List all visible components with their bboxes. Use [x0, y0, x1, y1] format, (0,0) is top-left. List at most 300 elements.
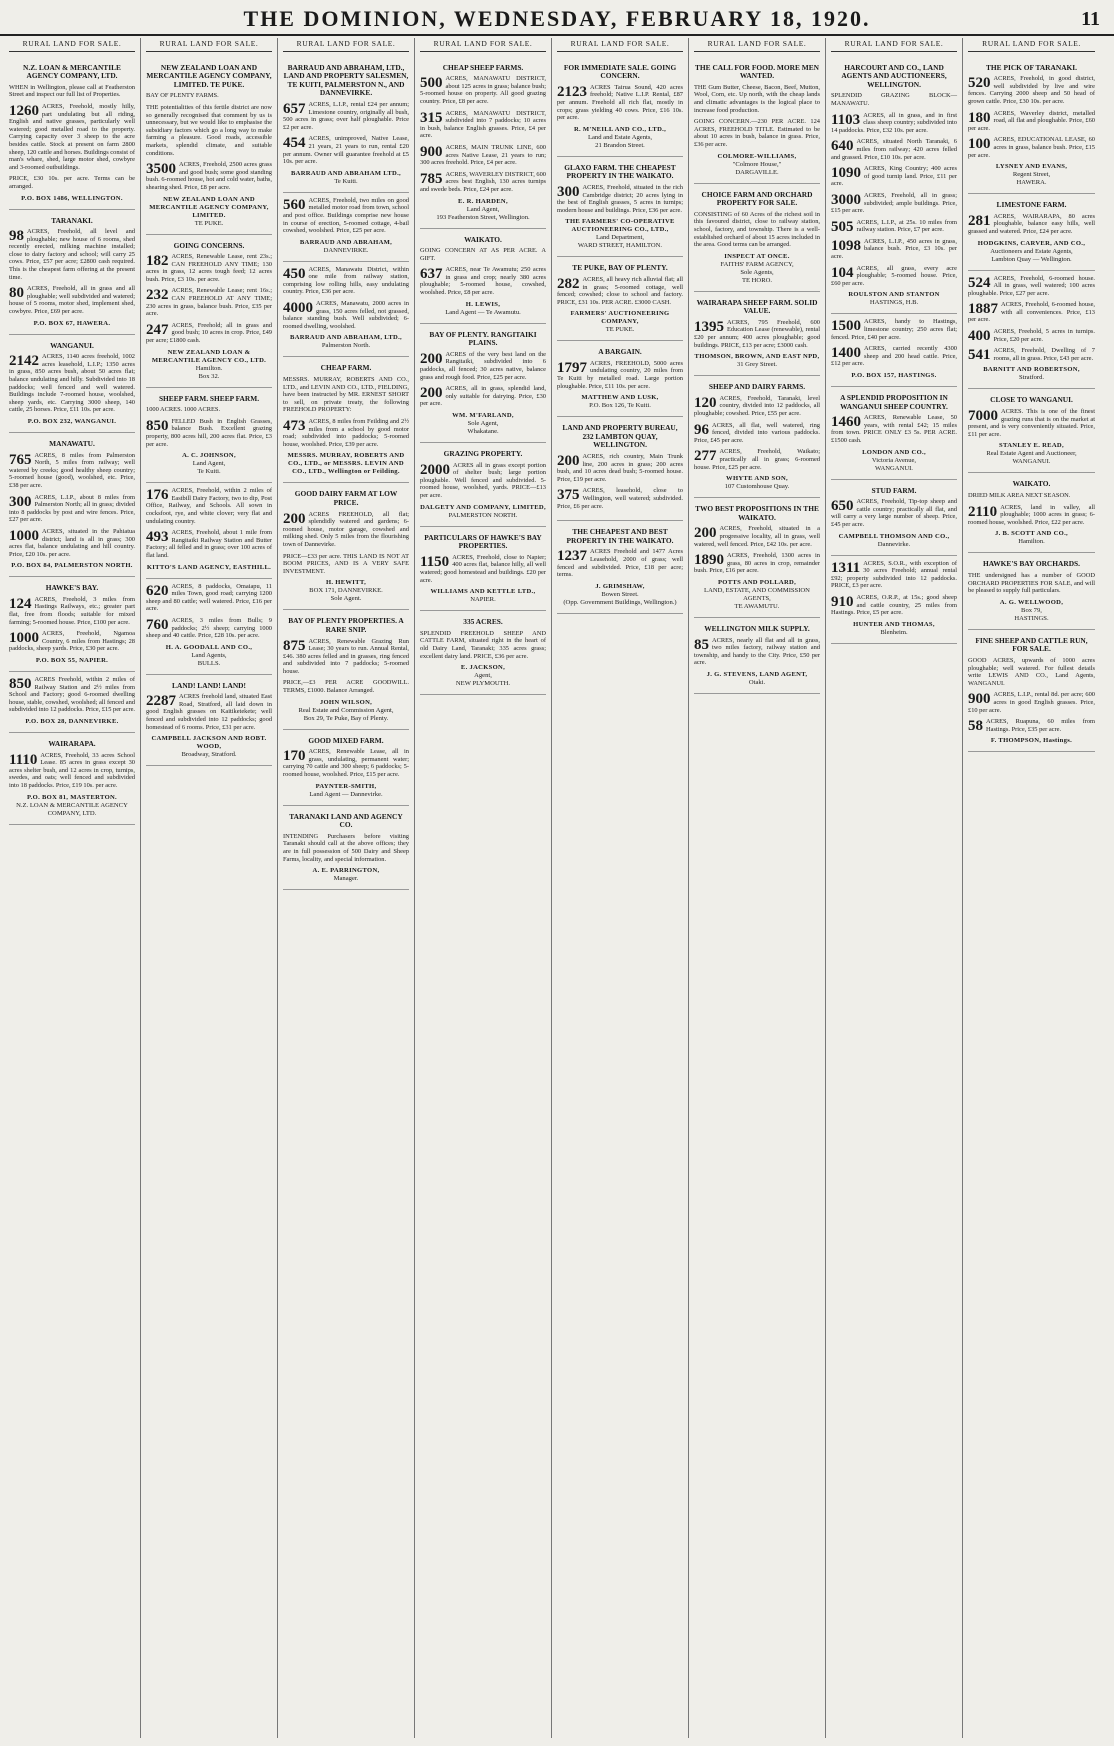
column-5 — [552, 38, 689, 1738]
ad-signature — [831, 449, 957, 473]
acreage-number: 765 — [9, 451, 32, 468]
property-listing — [9, 528, 135, 558]
signature-line: TE HORO. — [741, 276, 773, 284]
advertisement — [557, 257, 683, 341]
property-listing — [831, 560, 957, 590]
acreage-number: 785 — [420, 170, 443, 187]
ad-heading: TARANAKI. — [51, 215, 93, 225]
ad-heading: TARANAKI LAND AND AGENCY CO. — [289, 811, 403, 830]
acreage-number: 182 — [146, 253, 169, 270]
ad-heading: TE PUKE, BAY OF PLENTY. — [572, 263, 668, 273]
listing-text: ACRES, Freehold, 5 acres in turnips. Price, £20 per acre. — [993, 328, 1095, 343]
advertisement — [968, 194, 1095, 270]
acreage-number: 98 — [9, 228, 24, 245]
listing-text: ACRES, Renewable Grazing Run Lease; 30 years to run. Annual Rental, £46. 380 acres felled and in grasses, ring fenced and subdivided into 7 paddocks; 5-roomed house. — [283, 637, 409, 675]
acreage-number: 2142 — [9, 353, 39, 370]
acreage-number: 3000 — [831, 191, 861, 208]
advertisement — [283, 57, 409, 193]
property-listing — [968, 136, 1095, 159]
ad-signature — [283, 579, 409, 603]
acreage-number: 524 — [968, 274, 991, 291]
signature-line: P.O. BOX 232, WANGANUI. — [27, 417, 117, 425]
acreage-number: 760 — [146, 616, 169, 633]
advertisement — [694, 498, 820, 618]
column-header: RURAL LAND FOR SALE. — [557, 38, 683, 52]
advertisement — [968, 553, 1095, 629]
ad-heading: THE CALL FOR FOOD. MORE MEN WANTED. — [694, 62, 819, 81]
signature-line: Manager. — [333, 875, 359, 883]
advertisement — [9, 733, 135, 825]
property-listing — [283, 553, 409, 576]
property-listing — [557, 84, 683, 122]
ad-signature — [146, 452, 272, 476]
acreage-number: 1090 — [831, 165, 861, 182]
signature-line: Hamilton. — [1018, 538, 1045, 546]
advertisement — [557, 341, 683, 417]
listing-text: ACRES, Freehold, mostly hilly, part undulating but all riding, English and native grasses, particularly well watered; good metalled road to the property. Carrying capacity over 3 sheep to the acre besides cattle. Stock at present on farm 2800 sheep, 120 cattle and horses. Buildings consist of man's whare, shed, large motor shed, cowbyre and 3-roomed outbuildings. — [9, 102, 135, 171]
advertisement — [557, 417, 683, 521]
column-header: RURAL LAND FOR SALE. — [146, 38, 272, 52]
acreage-number: 541 — [968, 347, 991, 364]
signature-line: Sole Agents, — [740, 268, 774, 276]
property-listing — [694, 448, 820, 471]
signature-line: Lambton Quay — Wellington. — [991, 255, 1072, 263]
signature-line: Land and Estate Agents, — [587, 133, 653, 141]
listing-text: ACRES, Freehold, in good district, well subdivided by live and wire fences. Carrying 2000 sheep and 50 head of grown cattle. Price, £30 10s. per acre. — [968, 75, 1095, 105]
listing-text: ACRES, all in grass, splendid land, only suitable for dairying. Price, £30 per acre. — [420, 385, 546, 408]
listing-text: ACRES, Freehold, situated in a progressive locality, all in grass, well watered, well fenced. Price, £42 10s. per acre. — [694, 525, 820, 548]
acreage-number: 2123 — [557, 83, 587, 100]
ad-signature — [694, 353, 820, 369]
property-listing — [283, 679, 409, 694]
signature-line: KITTO'S LAND AGENCY, EASTHILL. — [146, 563, 272, 571]
masthead — [0, 0, 1114, 36]
property-listing — [968, 75, 1095, 105]
advertisement — [9, 672, 135, 733]
signature-line: 21 Brandon Street. — [595, 141, 645, 149]
property-listing — [146, 253, 272, 283]
acreage-number: 450 — [283, 265, 306, 282]
signature-line: TE AWAMUTU. — [734, 602, 780, 610]
signature-line: P.O. Box 126, Te Kuiti. — [589, 402, 651, 410]
signature-line: WANGANUI. — [875, 464, 913, 472]
listing-text: ACRES all in grass except portion of shelter bush; large portion ploughable. Well fenced and subdivided. 5-roomed house, woolshed, yards. PRICE—£13 per acre. — [420, 461, 546, 499]
acreage-number: 282 — [557, 275, 580, 292]
advertisement — [146, 235, 272, 388]
property-listing — [420, 462, 546, 500]
listing-text: ACRES, MAIN TRUNK LINE, 600 acres Native Lease, 21 years to run; 300 acres freehold. Price, £4 per acre. — [420, 143, 546, 167]
advertisement — [420, 527, 546, 612]
property-listing — [831, 165, 957, 188]
signature-line: ROULSTON AND STANTON — [848, 291, 940, 299]
ad-signature — [831, 533, 957, 549]
signature-line: P.O. BOX 28, DANNEVIRKE. — [25, 718, 119, 725]
signature-line: E. JACKSON, — [460, 664, 506, 672]
advertisement — [283, 483, 409, 610]
advertisement — [831, 480, 957, 556]
acreage-number: 493 — [146, 529, 169, 546]
acreage-number: 1395 — [694, 318, 724, 335]
property-listing — [9, 228, 135, 281]
listing-text: ACRES, carried recently 4300 sheep and 200 head cattle. Price, £12 per acre. — [831, 345, 957, 368]
listing-text: ACRES, MANAWATU DISTRICT, about 125 acres in grass; balance bush; 5-roomed house on property. All good grazing country. Price, £8 per acre. — [420, 75, 546, 105]
advertisement — [146, 483, 272, 578]
advertisement — [283, 806, 409, 891]
listing-text: ACRES, S.O.R., with exception of 30 acres Freehold; annual rental £92; property subdivided into 12 paddocks. PRICE, £3 per acre. — [831, 559, 957, 590]
signature-line: NEW PLYMOUTH. — [455, 680, 511, 688]
listing-text: FELLED Bush in English Grasses, balance Bush. Excellent grazing property, 800 acres hill, 200 acres flat. Price, £3 per acre. — [146, 417, 272, 448]
acreage-number: 1150 — [420, 553, 450, 570]
property-listing — [9, 676, 135, 714]
acreage-number: 900 — [420, 143, 443, 160]
acreage-number: 875 — [283, 637, 306, 654]
listing-text: ACRES, MANAWATU DISTRICT, subdivided into 7 paddocks; 10 acres in bush, balance English grasses. Price, £4 per acre. — [420, 109, 546, 140]
listing-text: ACRES, Freehold, all in grass and all ploughable; well subdivided and watered; house of 5 rooms, motor shed, implement shed, cowbyre. Price, £69 per acre. — [9, 285, 135, 316]
listing-text: ACRES, Freehold, 3 miles from Hastings Railways, etc.; greater part flat, free from floods; suitable for mixed farming; 5-roomed house. Price, £100 per acre. — [9, 595, 135, 626]
signature-line: BARRAUD AND ABRAHAM, LTD., — [290, 334, 402, 342]
acreage-number: 1311 — [831, 559, 861, 576]
property-listing — [146, 161, 272, 191]
listing-text: ACRES, 8 miles from Palmerston North, 5 miles from railway; well watered by creeks; good healthy sheep country; 5-roomed house (good), woolshed, etc. Price, £38 per acre. — [9, 451, 135, 489]
property-listing — [146, 529, 272, 559]
signature-line: LONDON AND CO., — [862, 448, 926, 456]
advertisement — [968, 57, 1095, 195]
ad-signature — [9, 320, 135, 328]
listing-text: ACRES, Manawatu, 2000 acres in grass, 150 acres felled, not grassed, balance standing bush. Well subdivided; 6-roomed dwelling, woolshed. — [283, 300, 409, 330]
property-listing — [968, 657, 1095, 687]
ad-signature — [283, 334, 409, 350]
acreage-number: 620 — [146, 582, 169, 599]
listing-text: ACRES, all in grass, and in first class sheep country; subdivided into 14 paddocks. Price, £32 10s. per acre. — [831, 111, 957, 134]
signature-line: P.O. BOX 84, PALMERSTON NORTH. — [11, 562, 133, 570]
signature-line: J. B. SCOTT AND CO., — [995, 530, 1068, 538]
listing-text: ACRES, situated North Taranaki, 6 miles from railway; 420 acres felled and grassed. Price, £10 10s. per acre. — [831, 138, 957, 161]
property-listing — [831, 112, 957, 135]
listing-text: PRICE, £30 10s. per acre. Terms can be arranged. — [9, 175, 135, 190]
column-8 — [963, 38, 1100, 1738]
ad-heading: CHEAP FARM. — [320, 363, 372, 373]
signature-line: P.O. BOX 55, NAPIER. — [35, 657, 109, 665]
ad-signature — [968, 530, 1095, 546]
column-3 — [278, 38, 415, 1738]
ad-signature — [146, 644, 272, 668]
advertisement — [420, 324, 546, 443]
acreage-number: 104 — [831, 264, 854, 281]
property-listing — [9, 596, 135, 626]
signature-line: Otaki. — [748, 678, 766, 686]
signature-line: NEW ZEALAND LOAN AND MERCANTILE AGENCY COMPANY, LIMITED. — [149, 195, 269, 219]
signature-line: 107 Customhouse Quay. — [724, 483, 790, 491]
acreage-number: 1887 — [968, 301, 998, 318]
acreage-number: 1103 — [831, 111, 861, 128]
acreage-number: 850 — [9, 676, 32, 693]
acreage-number: 1237 — [557, 548, 587, 565]
property-listing — [283, 197, 409, 235]
ad-heading: LIMESTONE FARM. — [996, 200, 1067, 210]
acreage-number: 1000 — [9, 527, 39, 544]
listing-text: THE potentialities of this fertile district are now so generally recognised that comment by us is unnecessary, but we would like to emphasise the subsidiary factors which go a long way to make farming a pleasure. Good roads, accessible markets, splendid climate, and suitable conditions. — [146, 103, 272, 157]
acreage-number: 315 — [420, 109, 443, 126]
signature-line: Dannevirke. — [877, 540, 911, 548]
page-number: 11 — [1081, 8, 1100, 30]
property-listing — [283, 266, 409, 296]
acreage-number: 300 — [9, 493, 32, 510]
advertisement — [557, 57, 683, 157]
listing-text: ACRES, Freehold, close to Napier; 400 acres flat, balance hilly, all well watered; good homestead and buildings. £20 per acre. — [420, 553, 546, 584]
acreage-number: 58 — [968, 718, 983, 735]
signature-line: F. THOMPSON, Hastings. — [990, 737, 1073, 745]
ad-intro: SPLENDID FREEHOLD SHEEP AND CATTLE FARM, situated right in the heart of old Dairy Land, Taranaki; 335 acres grass; excellent dairy land. PRICE, £36 per acre. — [420, 629, 546, 660]
listing-text: ACRES, Waverley district, metalled road, all flat and ploughable. Price, £60 per acre. — [968, 109, 1095, 132]
signature-line: Te Kuiti. — [197, 468, 221, 476]
listing-text: ACRES, all grass, every acre ploughable; 5-roomed house. Price, £60 per acre. — [831, 264, 957, 287]
ad-intro: CONSISTING of 60 Acres of the richest soil in this favoured district, close to railway station, school, factory, and township. There is a well-established orchard of about 15 acres included in the area. Good terms can be arranged. — [694, 210, 820, 249]
property-listing — [9, 494, 135, 524]
property-listing — [9, 353, 135, 414]
ad-signature — [9, 657, 135, 665]
acreage-number: 247 — [146, 321, 169, 338]
signature-line: Box 29, Te Puke, Bay of Plenty. — [303, 714, 389, 722]
newspaper-title: THE DOMINION, WEDNESDAY, FEBRUARY 18, 1920. — [243, 6, 871, 31]
acreage-number: 277 — [694, 448, 717, 465]
acreage-number: 657 — [283, 100, 306, 117]
ad-heading: WELLINGTON MILK SUPPLY. — [704, 623, 810, 633]
signature-line: Box 32. — [198, 372, 220, 380]
property-listing — [831, 192, 957, 215]
signature-line: A. G. WELLWOOD, — [999, 598, 1064, 606]
property-listing — [968, 301, 1095, 324]
signature-line: Land Department, — [596, 234, 644, 242]
ad-intro: MESSRS. MURRAY, ROBERTS AND CO., LTD., and LEVIN AND CO., LTD., FIELDING, have been instructed by MR. ERNEST SHORT to sell, on private treaty, the following FREEHOLD PROPERTY: — [283, 376, 409, 414]
ad-heading: PARTICULARS OF HAWKE'S BAY PROPERTIES. — [424, 532, 542, 551]
acreage-number: 1110 — [9, 751, 38, 768]
property-listing — [557, 276, 683, 306]
listing-text: ACRES, L.I.P., about 8 miles from Palmerston North; all in grass; divided into 8 paddocks by post and wire fences. Price, £27 per acre. — [9, 493, 135, 524]
acreage-number: 300 — [557, 183, 580, 200]
ad-heading: N.Z. LOAN & MERCANTILE AGENCY COMPANY, LTD. — [23, 62, 121, 81]
listing-text: ACRES FREEHOLD, all flat; splendidly watered and gardens; 6-roomed house, motor garage, cowshed and milking shed. Only 5 miles from the flourishing town of Dannevirke. — [283, 510, 409, 548]
signature-line: WM. M'FARLAND, — [452, 412, 514, 419]
acreage-number: 7000 — [968, 408, 998, 425]
property-listing — [968, 691, 1095, 714]
property-listing — [9, 175, 135, 190]
property-listing — [831, 594, 957, 617]
signature-line: 31 Grey Street. — [736, 361, 778, 369]
column-4 — [415, 38, 552, 1738]
ad-heading: WAIRARAPA SHEEP FARM. SOLID VALUE. — [696, 297, 818, 316]
acreage-number: 281 — [968, 212, 991, 229]
ad-heading: BARRAUD AND ABRAHAM, LTD., LAND AND PROPERTY SALESMEN, TE KUITI, PALMERSTON N., AND DANNEVIRKE. — [283, 62, 409, 98]
listing-text: ACRES, Renewable Lease; rent 16s.; CAN FREEHOLD AT ANY TIME; 230 acres in grass, balance bush. Price, £35 per acre. — [146, 287, 272, 318]
acreage-number: 1460 — [831, 414, 861, 431]
advertisement — [283, 193, 409, 262]
ad-intro: GOING CONCERN AT AS PER ACRE. A GIFT. — [420, 247, 546, 262]
column-2 — [141, 38, 278, 1738]
signature-line: Stratford. — [1018, 374, 1045, 382]
property-listing — [146, 418, 272, 448]
advertisement — [968, 473, 1095, 553]
ad-heading: GOOD MIXED FARM. — [308, 735, 384, 745]
property-listing — [146, 487, 272, 525]
property-listing — [146, 287, 272, 317]
acreage-number: 375 — [557, 487, 580, 504]
ad-signature — [694, 153, 820, 177]
property-listing — [9, 285, 135, 315]
property-listing — [420, 110, 546, 140]
ad-heading: THE CHEAPEST AND BEST PROPERTY IN THE WAIKATO. — [566, 527, 674, 545]
property-listing — [283, 511, 409, 549]
column-header: RURAL LAND FOR SALE. — [283, 38, 409, 52]
listing-text: ACRES, Freehold, 6-roomed house. All in grass, well watered; 100 acres ploughable. Price, £27 per acre. — [968, 274, 1095, 297]
ad-heading: NEW ZEALAND LOAN AND MERCANTILE AGENCY COMPANY, LIMITED. TE PUKE. — [146, 62, 272, 89]
property-listing — [694, 118, 820, 148]
ad-heading: THE PICK OF TARANAKI. — [985, 62, 1078, 72]
acreage-number: 500 — [420, 75, 443, 92]
signature-line: POTTS AND POLLARD, — [717, 578, 797, 586]
acreage-number: 200 — [694, 525, 717, 542]
signature-line: Hamilton. — [195, 364, 223, 372]
listing-text: ACRES, Freehold, Ngamoa Country, 6 miles from Hastings; 28 paddocks, sheep yards. Price, £30 per acre. — [9, 630, 135, 653]
listing-text: ACRES, unimproved, Native Lease, 21 years, 21 years to run, rental £20 per annum. Owner will guarantee freehold at £5 10s. per acre. — [283, 135, 409, 166]
ad-intro: WHEN in Wellington, please call at Featherston Street and inspect our full list of Properties. — [9, 83, 135, 99]
listing-text: ACRES, L.I.P., rental 8d. per acre; 600 acres in good English grasses. Price, £10 per acre. — [968, 691, 1095, 714]
ad-signature — [557, 218, 683, 250]
property-listing — [968, 718, 1095, 733]
ad-heading: WAIRARAPA. — [48, 739, 96, 748]
listing-text: ACRES, nearly all flat and all in grass, two miles factory, railway station and township, and handy to the City. Price, £50 per acre. — [694, 636, 820, 667]
listing-text: ACRES, Freehold, Dwelling of 7 rooms, all in grass. Price, £43 per acre. — [993, 347, 1095, 362]
acreage-number: 650 — [831, 498, 854, 515]
listing-text: ACRES, WAVERLEY DISTRICT, 600 acres best English, 130 acres turnips and swede beds. Price, £24 per acre. — [420, 170, 546, 193]
listing-text: ACRES, Freehold, Waikato; practically all in grass; 6-roomed house. Price, £25 per acre. — [694, 448, 820, 471]
signature-line: Whakatane. — [467, 428, 499, 435]
ad-heading: TWO BEST PROPOSITIONS IN THE WAIKATO. — [695, 504, 819, 522]
signature-line: BARRAUD AND ABRAHAM, — [299, 238, 393, 246]
signature-line: A. C. JOHNSON, — [182, 452, 236, 460]
property-listing — [831, 498, 957, 528]
signature-line: Agent, — [474, 672, 492, 680]
property-listing — [420, 554, 546, 584]
listing-text: ACRES, land in valley, all ploughable; 1000 acres in grass; 6-roomed house, woolshed. Price, £22 per acre. — [968, 503, 1095, 526]
listing-text: ACRES, all heavy rich alluvial flat; all in grass; 5-roomed cottage, well fenced; cowshed; close to school and factory. PRICE, £31 10s. PER ACRE. £3000 CASH. — [557, 275, 683, 306]
ad-heading: FOR IMMEDIATE SALE. GOING CONCERN. — [563, 62, 677, 81]
ad-signature — [831, 621, 957, 637]
ad-signature — [9, 718, 135, 726]
ad-heading: LAND AND PROPERTY BUREAU, 232 LAMBTON QUAY, WELLINGTON. — [562, 423, 678, 450]
acreage-number: 176 — [146, 487, 169, 504]
signature-line: HASTINGS. — [1014, 614, 1049, 622]
property-listing — [694, 637, 820, 667]
acreage-number: 200 — [420, 385, 443, 402]
acreage-number: 520 — [968, 75, 991, 92]
property-listing — [420, 385, 546, 408]
acreage-number: 900 — [968, 691, 991, 708]
acreage-number: 2287 — [146, 693, 176, 710]
column-7 — [826, 38, 963, 1738]
advertisement — [694, 292, 820, 377]
acreage-number: 3500 — [146, 161, 176, 178]
ad-heading: SHEEP FARM. SHEEP FARM. — [158, 393, 260, 403]
signature-line: BARRAUD AND ABRAHAM LTD., — [290, 169, 402, 177]
signature-line: PAYNTER-SMITH, — [315, 782, 377, 790]
signature-line: BOX 171, DANNEVIRKE. — [309, 587, 383, 595]
ad-signature — [968, 442, 1095, 466]
ad-heading: WAIKATO. — [464, 234, 502, 244]
acreage-number: 1400 — [831, 345, 861, 362]
listing-text: ACRES, L.I.P., rental £24 per annum; Limestone country, originally all bush, 500 acres in grass; over half ploughable. Price £2 per acre. — [283, 100, 409, 131]
listing-text: ACRES, Freehold, within 2 miles of Eastbill Dairy Factory, two to dip, Post Office, Railway, and Schools. All sown in cocksfoot, rye, and white clover; very flat and undulating country. — [146, 487, 272, 525]
property-listing — [283, 135, 409, 165]
ad-signature — [420, 664, 546, 688]
listing-text: ACRES, Freehold, 1300 acres in grass, 80 acres in crop, remainder bush. Price, £16 per acre. — [694, 552, 820, 575]
advertisement — [831, 57, 957, 315]
listing-text: PRICE—£33 per acre. THIS LAND IS NOT AT BOOM PRICES, AND IS A VERY SAFE INVESTMENT. — [283, 552, 409, 575]
signature-line: P.O. BOX 67, HAWERA. — [33, 319, 111, 327]
signature-line: J. G. STEVENS, LAND AGENT, — [706, 670, 808, 678]
advertisement — [9, 335, 135, 433]
signature-line: JOHN WILSON, — [319, 698, 373, 706]
signature-line: Victoria Avenue, — [871, 456, 917, 464]
property-listing — [831, 345, 957, 368]
signature-line: Te Kuiti. — [334, 177, 358, 185]
ad-signature — [283, 867, 409, 883]
signature-line: THOMSON, BROWN, AND EAST NPD, — [694, 353, 820, 361]
ad-heading: HARCOURT AND CO., LAND AGENTS AND AUCTIONEERS, WELLINGTON. — [841, 62, 947, 89]
signature-line: Land Agents, — [191, 651, 227, 659]
ad-signature — [557, 126, 683, 150]
ad-heading: FINE SHEEP AND CATTLE RUN, FOR SALE. — [975, 635, 1088, 654]
ad-heading: WAIKATO. — [1012, 479, 1051, 489]
signature-line: FARMERS' AUCTIONEERING COMPANY, — [570, 310, 670, 326]
column-header: RURAL LAND FOR SALE. — [694, 38, 820, 52]
ad-heading: GLAXO FARM. THE CHEAPEST PROPERTY IN THE WAIKATO. — [564, 162, 676, 181]
signature-line: WILLIAMS AND KETTLE LTD., — [430, 588, 536, 596]
ad-heading: BAY OF PLENTY. RANGITAIKI PLAINS. — [429, 329, 537, 348]
signature-line: DALGETY AND COMPANY, LIMITED, — [420, 503, 546, 511]
advertisement — [420, 229, 546, 324]
signature-line: "Colmore House," — [732, 160, 782, 168]
acreage-number: 124 — [9, 595, 32, 612]
signature-line: H. LEWIS, — [465, 300, 501, 308]
acreage-number: 560 — [283, 196, 306, 213]
advertisement — [9, 577, 135, 672]
ad-signature — [968, 366, 1095, 382]
advertisement — [831, 387, 957, 480]
property-listing — [146, 583, 272, 613]
acreage-number: 80 — [9, 285, 24, 302]
acreage-number: 200 — [557, 453, 580, 470]
signature-line: Land Agent — Te Awamutu. — [445, 308, 521, 316]
listing-text: ACRES, 795 Freehold, 600 Education Lease (renewable), rental £20 per annum; 400 acres ploughable; good buildings. PRICE, £13 per acre; £3000 cash. — [694, 318, 820, 349]
acreage-number: 910 — [831, 593, 854, 610]
ad-signature — [283, 170, 409, 186]
listing-text: ACRES, 8 miles from Feilding and 2½ miles from a school by good motor road; subdivided into paddocks; 5-roomed house, woolshed. Price, £39 per acre. — [283, 418, 409, 448]
ad-heading: 335 ACRES. — [463, 617, 503, 627]
ad-signature — [694, 671, 820, 687]
listing-text: ACRES, Freehold, situated in the rich Cambridge district; 20 acres lying in the best of English grasses, 5 acres in turnips; modern house and buildings. Price, £36 per acre. — [557, 183, 683, 214]
listing-text: ACRES freehold land, situated East Road, Stratford, all laid down in good English grasses on Kaitiketekete; well fenced and subdivided into 12 paddocks; good homestead of 6 rooms. Price, £31 per acre. — [146, 693, 272, 731]
signature-line: R. M'NEILL AND CO., LTD., — [573, 125, 667, 133]
ad-heading: STUD FARM. — [871, 485, 917, 495]
signature-line: BULLS. — [197, 659, 221, 667]
listing-text: ACRES, O.R.P., at 15s.; good sheep and cattle country, 25 miles from Hastings. Price, £5 per acre. — [831, 593, 957, 617]
advertisement — [694, 184, 820, 292]
ad-signature — [420, 412, 546, 436]
ad-signature — [557, 583, 683, 607]
listing-text: GOING CONCERN.—230 PER ACRE. 124 ACRES, FREEHOLD TITLE. Estimated to be about 10 acres in bush, balance in grass. Price, £36 per acre. — [694, 118, 820, 148]
listing-text: ACRES, FREEHOLD, 5000 acres undulating country, 20 miles from Te Kuiti by metalled road. Large portion ploughable. Price, £11 10s. per acre. — [557, 359, 683, 390]
signature-line: HUNTER AND THOMAS, — [853, 620, 935, 628]
